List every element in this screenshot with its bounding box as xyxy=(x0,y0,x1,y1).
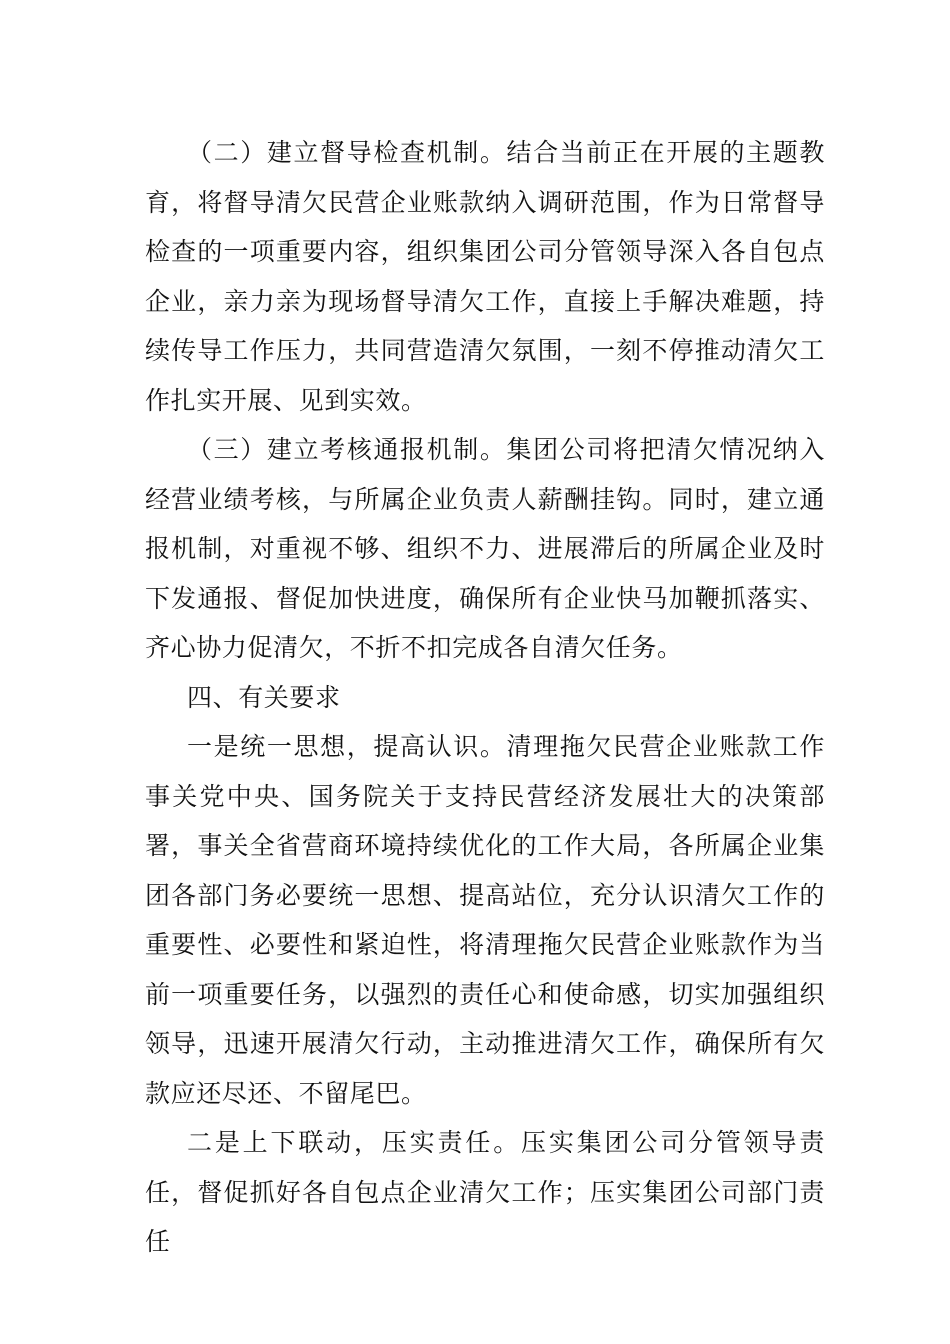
section-heading-requirements: 四、有关要求 xyxy=(187,682,341,712)
document-body xyxy=(145,128,825,1267)
paragraph-unify-thinking: 一是统一思想，提高认识。清理拖欠民营企业账款工作事关党中央、国务院关于支持民营经济发展壮大的决策部署，事关全省营商环境持续优化的工作大局，各所属企业集团各部门务必要统一思想、提高站位，充分认识清欠工作的重要性、必要性和紧迫性，将清理拖欠民营企业账款作为当前一项重要任务，以强烈的责任心和使命感，切实加强组织领导，迅速开展清欠行动，主动推进清欠工作，确保所有欠款应还尽还、不留尾巴。 xyxy=(145,732,825,1108)
paragraph-assessment-mechanism: （三）建立考核通报机制。集团公司将把清欠情况纳入经营业绩考核，与所属企业负责人薪酬挂钩。同时，建立通报机制，对重视不够、组织不力、进展滞后的所属企业及时下发通报、督促加快进度，确保所有企业快马加鞭抓落实、齐心协力促清欠，不折不扣完成各自清欠任务。 xyxy=(145,435,825,662)
paragraph-supervision-mechanism: （二）建立督导检查机制。结合当前正在开展的主题教育，将督导清欠民营企业账款纳入调研范围，作为日常督导检查的一项重要内容，组织集团公司分管领导深入各自包点企业，亲力亲为现场督导清欠工作，直接上手解决难题，持续传导工作压力，共同营造清欠氛围，一刻不停推动清欠工作扎实开展、见到实效。 xyxy=(145,138,825,415)
paragraph-linkage-responsibility: 二是上下联动，压实责任。压实集团公司分管领导责任，督促抓好各自包点企业清欠工作；压实集团公司部门责任 xyxy=(145,1128,825,1256)
